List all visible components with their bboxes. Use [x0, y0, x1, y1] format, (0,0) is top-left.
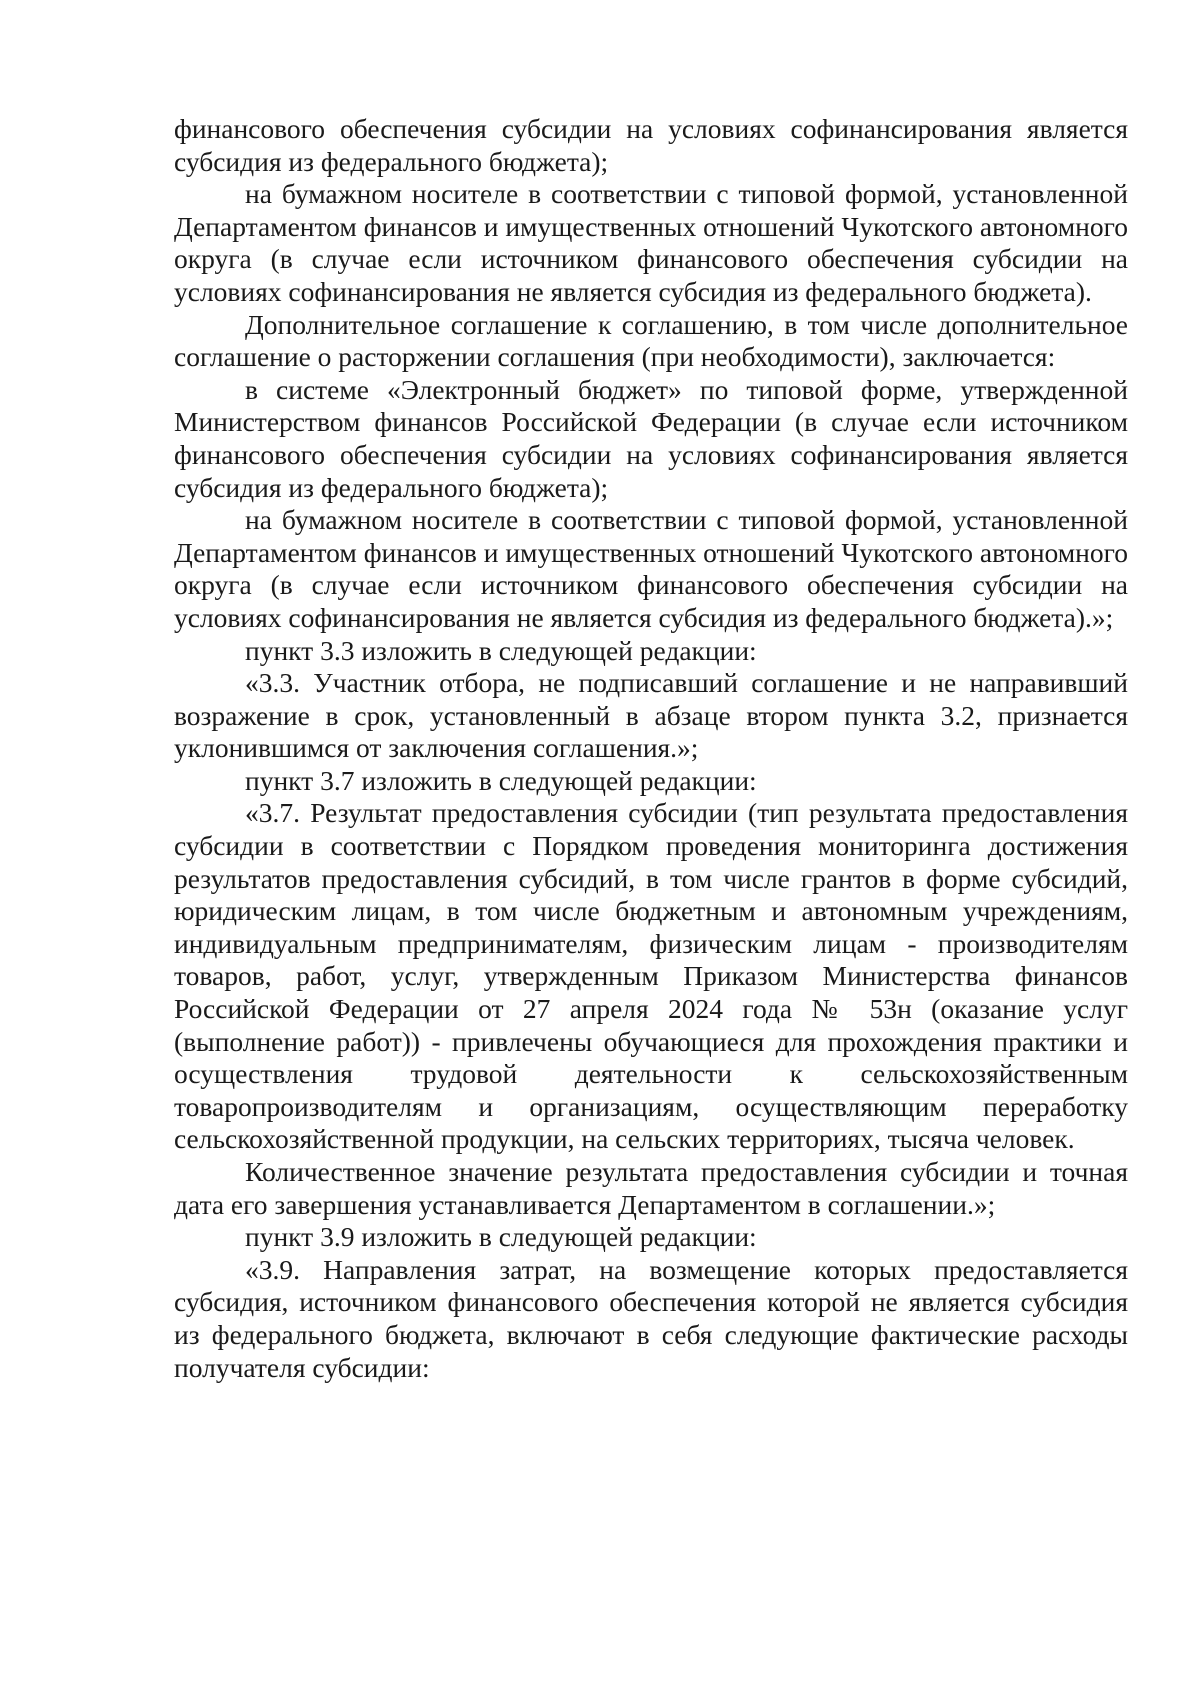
paragraph: Дополнительное соглашение к соглашению, в том числе дополнительное соглашение о расторжении соглашения (при необходимости), заключается: — [174, 308, 1128, 373]
paragraph: пункт 3.7 изложить в следующей редакции: — [245, 764, 757, 796]
paragraph: финансового обеспечения субсидии на условиях софинансирования является субсидия из федерального бюджета); — [174, 113, 1128, 177]
paragraph: «3.3. Участник отбора, не подписавший соглашение и не направивший возражение в срок, установленный в абзаце втором пункта 3.2, признается уклонившимся от заключения соглашения.»; — [174, 667, 1128, 764]
paragraph: «3.9. Направления затрат, на возмещение которых предоставляется субсидия, источником финансового обеспечения которой не является субсидия из федерального бюджета, включают в себя следующие фактические расходы получателя субсидии: — [174, 1253, 1128, 1383]
paragraph: пункт 3.3 изложить в следующей редакции: — [245, 634, 757, 666]
paragraph: на бумажном носителе в соответствии с типовой формой, установленной Департаментом финансов и имущественных отношений Чукотского автономного округа (в случае если источником финансового обеспечения субсидии на условиях софинансирования не является субсидия из федерального бюджета). — [174, 178, 1128, 307]
paragraph: пункт 3.9 изложить в следующей редакции: — [245, 1221, 757, 1253]
document-body — [174, 113, 1128, 1384]
paragraph: «3.7. Результат предоставления субсидии (тип результата предоставления субсидии в соответствии с Порядком проведения мониторинга достижения результатов предоставления субсидий, в том числе грантов в форме субсидий, юридическим лицам, в том числе бюджетным и автономным учреждениям, индивидуальным предпринимателям, физическим лицам - производителям товаров, работ, услуг, утвержденным Приказом Министерства финансов Российской Федерации от 27 апреля 2024 года № 53н (оказание услуг (выполнение работ)) - привлечены обучающиеся для прохождения практики и осуществления трудовой деятельности к сельскохозяйственным товаропроизводителям и организациям, осуществляющим переработку сельскохозяйственной продукции, на сельских территориях, тысяча человек. — [174, 797, 1128, 1155]
paragraph: Количественное значение результата предоставления субсидии и точная дата его завершения устанавливается Департаментом в соглашении.»; — [174, 1156, 1128, 1220]
paragraph: в системе «Электронный бюджет» по типовой форме, утвержденной Министерством финансов Российской Федерации (в случае если источником финансового обеспечения субсидии на условиях софинансирования является субсидия из федерального бюджета); — [174, 373, 1128, 503]
paragraph: на бумажном носителе в соответствии с типовой формой, установленной Департаментом финансов и имущественных отношений Чукотского автономного округа (в случае если источником финансового обеспечения субсидии на условиях софинансирования не является субсидия из федерального бюджета).»; — [174, 504, 1128, 633]
